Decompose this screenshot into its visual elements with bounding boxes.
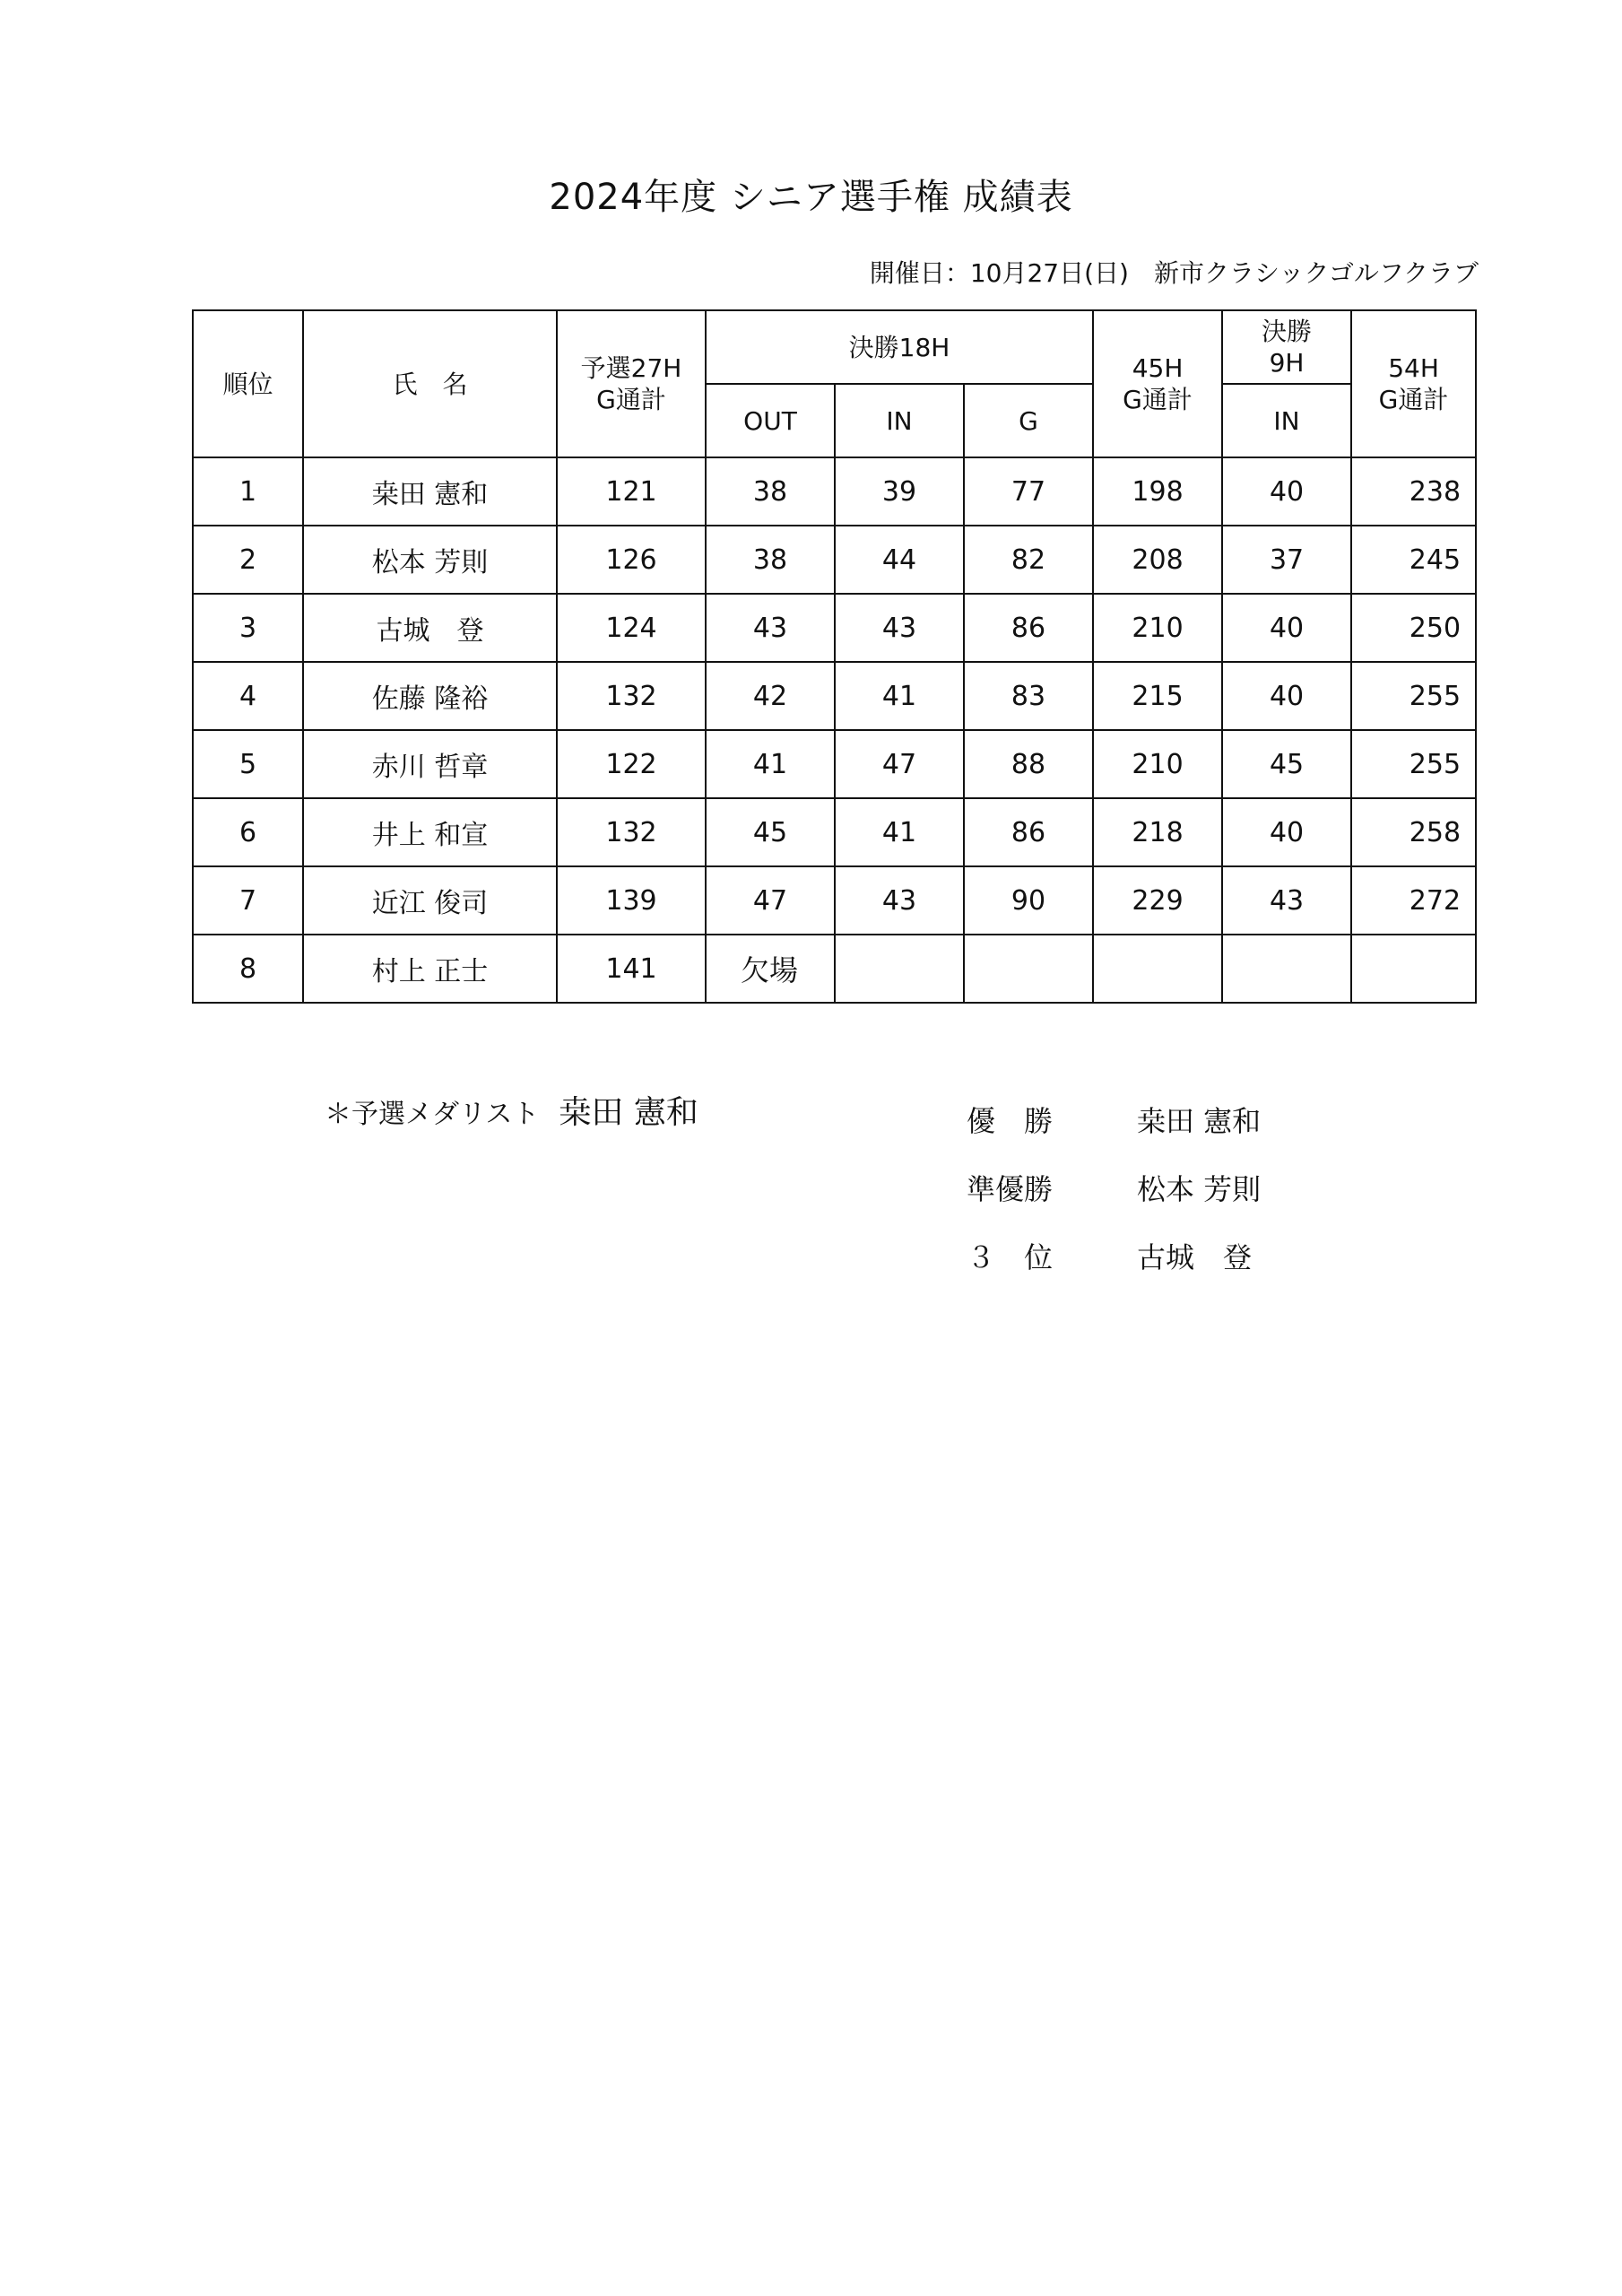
cell-g: 82 [964,526,1093,594]
cell-rank: 1 [193,457,303,526]
cell-qualify: 121 [557,457,706,526]
cell-total45: 218 [1093,798,1222,866]
cell-g: 88 [964,730,1093,798]
cell-g: 86 [964,594,1093,662]
award-label: ３ 位 [967,1240,1054,1274]
cell-total45: 198 [1093,457,1222,526]
award-label: 準優勝 [967,1172,1054,1206]
cell-in: 47 [835,730,964,798]
medalist-label: ＊予選メダリスト [325,1099,540,1130]
cell-rank: 8 [193,935,303,1003]
cell-name: 桒田 憲和 [303,457,557,526]
header-rank: 順位 [193,310,303,457]
cell-qualify: 141 [557,935,706,1003]
header-54h-total: 54H G通計 [1351,310,1476,457]
cell-total45: 215 [1093,662,1222,730]
cell-rank: 7 [193,866,303,935]
cell-name: 井上 和宣 [303,798,557,866]
award-name: 松本 芳則 [1137,1172,1262,1206]
cell-g [964,935,1093,1003]
award-name: 桒田 憲和 [1137,1104,1262,1138]
cell-total45: 210 [1093,594,1222,662]
page-title: 2024年度 シニア選手権 成績表 [549,177,1073,218]
cell-in [835,935,964,1003]
cell-in: 44 [835,526,964,594]
cell-name: 佐藤 隆裕 [303,662,557,730]
cell-name: 古城 登 [303,594,557,662]
cell-total45 [1093,935,1222,1003]
header-45h-total: 45H G通計 [1093,310,1222,457]
header-final-18h: 決勝18H [706,310,1093,384]
cell-g: 86 [964,798,1093,866]
cell-name: 赤川 哲章 [303,730,557,798]
cell-name: 近江 俊司 [303,866,557,935]
cell-name: 村上 正士 [303,935,557,1003]
header-final-9h-in: IN [1222,384,1351,457]
award-runner-up [967,1153,1325,1222]
cell-in9: 40 [1222,798,1351,866]
cell-total54: 258 [1351,798,1476,866]
cell-in9: 45 [1222,730,1351,798]
header-g: G [964,384,1093,457]
table-row [193,526,1476,594]
table-row [193,866,1476,935]
cell-total54: 238 [1351,457,1476,526]
cell-total54: 272 [1351,866,1476,935]
cell-rank: 4 [193,662,303,730]
cell-in9: 40 [1222,662,1351,730]
cell-out: 47 [706,866,835,935]
cell-g: 90 [964,866,1093,935]
cell-in: 41 [835,662,964,730]
cell-rank: 6 [193,798,303,866]
qualifying-medalist [325,1087,698,1133]
cell-out: 42 [706,662,835,730]
header-out: OUT [706,384,835,457]
cell-in: 43 [835,866,964,935]
header-final-9h: 決勝 9H [1222,310,1351,384]
cell-total54: 255 [1351,730,1476,798]
event-info: 開催日：10月27日(日) 新市クラシックゴルフクラブ [869,258,1479,288]
cell-total54: 255 [1351,662,1476,730]
header-qualify-total: 予選27H G通計 [557,310,706,457]
cell-total54: 250 [1351,594,1476,662]
award-winner [967,1085,1325,1153]
cell-out: 43 [706,594,835,662]
cell-in: 43 [835,594,964,662]
cell-rank: 5 [193,730,303,798]
cell-qualify: 124 [557,594,706,662]
cell-qualify: 132 [557,662,706,730]
cell-rank: 2 [193,526,303,594]
table-row [193,594,1476,662]
cell-in9: 37 [1222,526,1351,594]
cell-in9: 43 [1222,866,1351,935]
cell-in9: 40 [1222,457,1351,526]
cell-total45: 208 [1093,526,1222,594]
cell-total45: 210 [1093,730,1222,798]
cell-qualify: 122 [557,730,706,798]
cell-in9: 40 [1222,594,1351,662]
cell-g: 83 [964,662,1093,730]
table-row [193,457,1476,526]
award-third-place [967,1222,1325,1290]
cell-qualify: 126 [557,526,706,594]
cell-rank: 3 [193,594,303,662]
medalist-name: 桒田 憲和 [559,1094,698,1131]
awards-list [967,1085,1325,1290]
cell-total54: 245 [1351,526,1476,594]
header-name: 氏 名 [303,310,557,457]
table-row [193,730,1476,798]
cell-in: 39 [835,457,964,526]
cell-out: 38 [706,457,835,526]
results-table [192,309,1477,1004]
cell-out: 38 [706,526,835,594]
cell-name: 松本 芳則 [303,526,557,594]
cell-total54 [1351,935,1476,1003]
award-label: 優 勝 [967,1104,1054,1138]
cell-out: 41 [706,730,835,798]
cell-total45: 229 [1093,866,1222,935]
cell-g: 77 [964,457,1093,526]
cell-absent: 欠場 [706,935,835,1003]
header-in: IN [835,384,964,457]
award-name: 古城 登 [1137,1240,1253,1274]
table-row [193,798,1476,866]
cell-qualify: 139 [557,866,706,935]
cell-qualify: 132 [557,798,706,866]
cell-out: 45 [706,798,835,866]
cell-in: 41 [835,798,964,866]
cell-in9 [1222,935,1351,1003]
table-row [193,935,1476,1003]
table-row [193,662,1476,730]
